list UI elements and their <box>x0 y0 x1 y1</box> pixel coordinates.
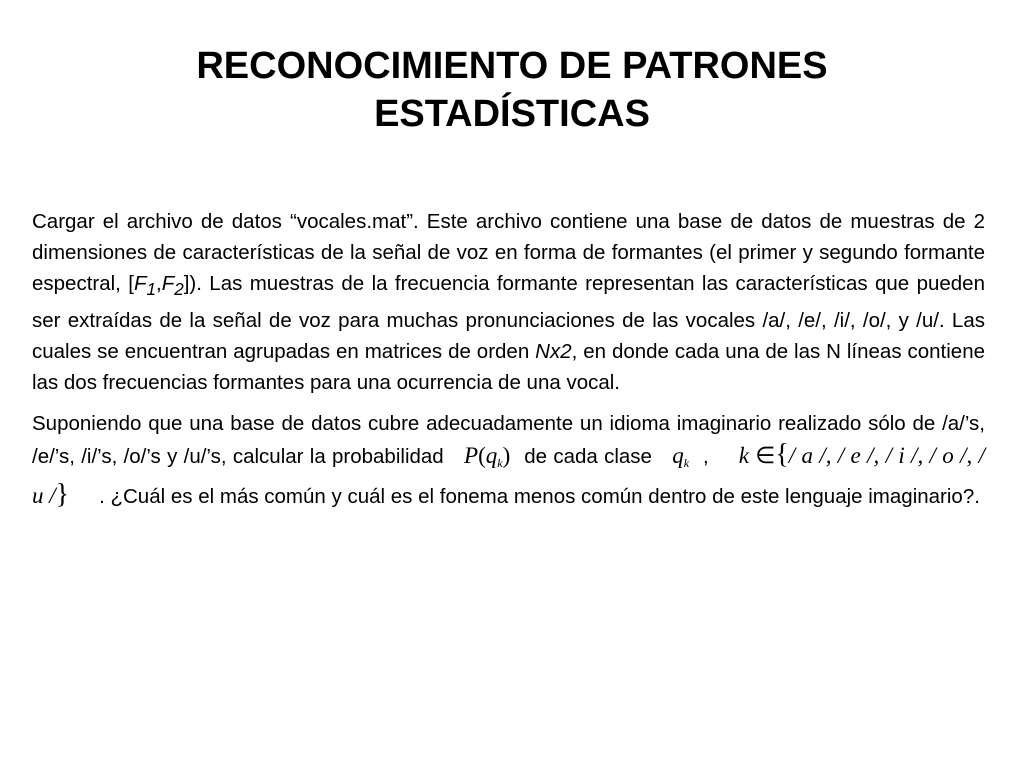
prob-open-paren: ( <box>478 443 486 469</box>
f2-subscript: 2 <box>174 280 184 300</box>
formant-comma: , <box>155 272 162 295</box>
matrix-order: Nx2 <box>535 340 572 364</box>
p2-text-c: . ¿Cuál es el más común y cuál es el fonema menos común dentro de este lenguaje imaginario?. <box>99 485 980 509</box>
f2-symbol <box>161 272 184 300</box>
prob-k-subscript: k <box>497 456 503 471</box>
title-line-2: ESTADÍSTICAS <box>374 93 650 135</box>
f1-letter: F <box>133 272 147 295</box>
prob-p: P <box>464 443 479 469</box>
p1-text-b: ]). Las muestras de la frecuencia formante representan las características que pueden ser extraídas de la señal de voz para muchas pronunciaciones de las vocales /a/, /e/, /i/, /o/, y /u/. Las cuales se encuentran agrupadas en matrices de orden <box>32 272 985 364</box>
class-comma: , <box>703 445 709 469</box>
f1-symbol <box>133 272 156 300</box>
class-q: q <box>672 443 684 469</box>
prob-close-paren: ) <box>502 443 511 469</box>
slide-body <box>32 206 985 522</box>
slide-title <box>0 42 1024 138</box>
paragraph-2 <box>32 408 985 512</box>
set-open-brace: { <box>775 439 789 471</box>
class-k-subscript: k <box>683 456 690 471</box>
set-close-brace: } <box>55 479 70 511</box>
probability-expression <box>464 443 511 471</box>
f1-subscript: 1 <box>146 280 156 300</box>
class-variable <box>672 443 690 471</box>
prob-q: q <box>485 443 498 469</box>
p1-text-a: Cargar el archivo de datos “vocales.mat”. Este archivo contiene una base de datos de muestras de 2 dimensiones de características de la señal de voz en forma de formantes (el primer y segundo formante espectral, [ <box>32 210 985 295</box>
p1-text-c: , en donde cada una de las N líneas contiene las dos frecuencias formantes para una ocurrencia de una vocal. <box>32 340 985 395</box>
set-k: k <box>738 443 749 469</box>
vowel-set: / a /, / e /, / i /, / o /, / u / <box>32 443 985 509</box>
f2-letter: F <box>161 272 175 295</box>
p2-text-a: Suponiendo que una base de datos cubre adecuadamente un idioma imaginario realizado sólo de /a/’s, /e/’s, /i/’s, /o/’s y /u/’s, calcular la probabilidad <box>32 412 985 469</box>
title-line-1: RECONOCIMIENTO DE PATRONES <box>196 45 828 87</box>
paragraph-1 <box>32 206 985 398</box>
element-of-symbol: ∈ <box>755 443 776 469</box>
p2-text-b: de cada clase <box>524 445 652 469</box>
